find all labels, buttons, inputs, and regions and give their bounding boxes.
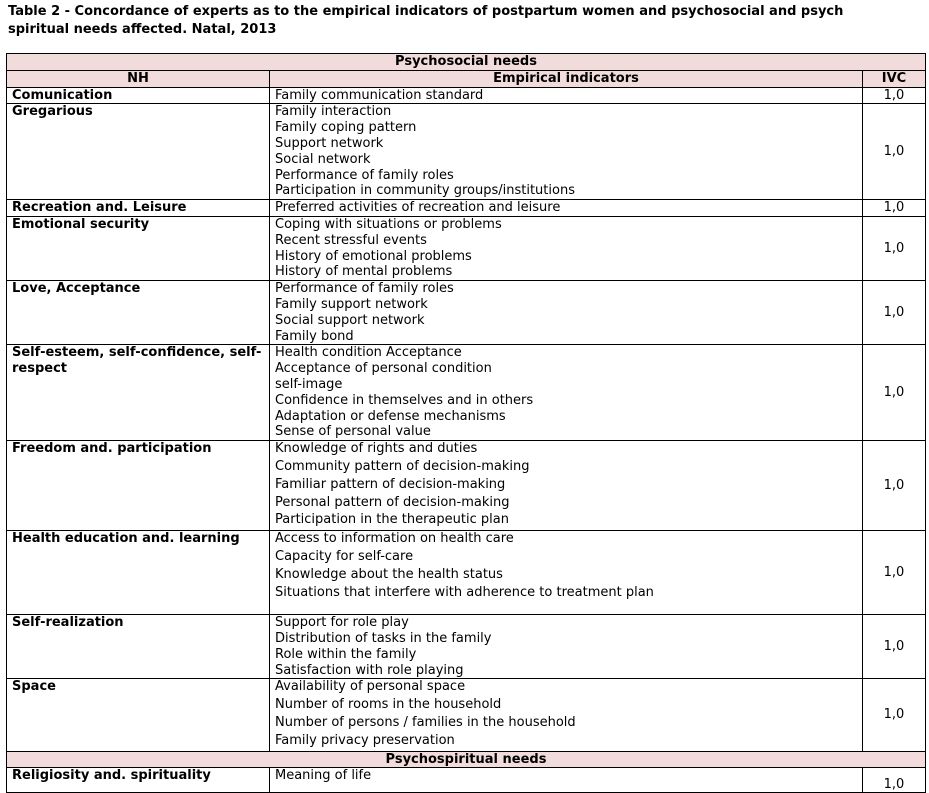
indicator-item: Participation in the therapeutic plan	[275, 512, 509, 528]
ivc-value: 1,0	[863, 281, 926, 345]
indicators-cell	[270, 345, 863, 441]
section-banner-psychospiritual	[7, 751, 926, 768]
indicators-cell	[270, 615, 863, 679]
section-title: Psychospiritual needs	[7, 751, 926, 768]
indicators-cell	[270, 87, 863, 104]
indicator-item: Recent stressful events	[275, 232, 427, 248]
need-name: Religiosity and. spirituality	[7, 768, 270, 793]
need-name: Emotional security	[7, 216, 270, 280]
needs-table	[6, 53, 926, 793]
need-name: Recreation and. Leisure	[7, 200, 270, 217]
indicator-item: Confidence in themselves and in others	[275, 392, 534, 408]
indicator-item: Availability of personal space	[275, 679, 466, 695]
indicator-item: Acceptance of personal condition	[275, 361, 492, 377]
indicators-cell	[270, 531, 863, 615]
need-name: Space	[7, 679, 270, 751]
indicator-item: Family support network	[275, 296, 428, 312]
ivc-value: 1,0	[863, 200, 926, 217]
table-row	[7, 345, 926, 441]
ivc-value: 1,0	[863, 615, 926, 679]
indicator-item: Situations that interfere with adherence to treatment plan	[275, 584, 654, 600]
indicator-item: Number of persons / families in the household	[275, 715, 576, 731]
indicator-item: Access to information on health care	[275, 531, 514, 547]
ivc-value: 1,0	[863, 87, 926, 104]
indicator-item: Sense of personal value	[275, 424, 431, 440]
indicator-item: Social support network	[275, 312, 425, 328]
indicator-item: History of emotional problems	[275, 248, 472, 264]
indicator-item: Family coping pattern	[275, 120, 417, 136]
indicators-cell	[270, 768, 863, 793]
indicator-item: Distribution of tasks in the family	[275, 631, 492, 647]
indicator-item: Community pattern of decision-making	[275, 458, 530, 474]
table-caption: Table 2 - Concordance of experts as to the empirical indicators of postpartum women and psychosocial and psych spiritual needs affected. Natal, 2013	[8, 4, 844, 37]
table-row	[7, 531, 926, 615]
indicator-item: Adaptation or defense mechanisms	[275, 408, 506, 424]
indicator-item: Family bond	[275, 328, 354, 344]
table-row	[7, 87, 926, 104]
need-name: Gregarious	[7, 104, 270, 200]
indicator-item: Health condition Acceptance	[275, 345, 462, 361]
indicator-item: Family privacy preservation	[275, 732, 455, 748]
ivc-value: 1,0	[863, 216, 926, 280]
table-row	[7, 200, 926, 217]
section-title: Psychosocial needs	[7, 54, 926, 71]
header-row	[7, 70, 926, 87]
ivc-value: 1,0	[863, 679, 926, 751]
table-row	[7, 216, 926, 280]
ivc-value: 1,0	[863, 531, 926, 615]
indicators-cell	[270, 441, 863, 531]
column-header-ivc: IVC	[863, 70, 926, 87]
indicator-item: Family interaction	[275, 104, 392, 120]
need-name: Self-esteem, self-confidence, self-respect	[7, 345, 270, 441]
table-row	[7, 281, 926, 345]
indicator-item: Social network	[275, 151, 371, 167]
ivc-value: 1,0	[863, 345, 926, 441]
column-header-nh: NH	[7, 70, 270, 87]
indicator-item: Familiar pattern of decision-making	[275, 476, 506, 492]
indicator-item: Preferred activities of recreation and leisure	[275, 200, 561, 216]
table-row	[7, 768, 926, 793]
indicator-item: Meaning of life	[275, 768, 372, 784]
need-name: Comunication	[7, 87, 270, 104]
table-row	[7, 441, 926, 531]
need-name: Love, Acceptance	[7, 281, 270, 345]
indicator-item: Capacity for self-care	[275, 548, 414, 564]
indicator-item: History of mental problems	[275, 264, 453, 280]
indicators-cell	[270, 216, 863, 280]
indicators-cell	[270, 281, 863, 345]
indicator-item: Family communication standard	[275, 87, 484, 103]
need-name: Freedom and. participation	[7, 441, 270, 531]
indicators-cell	[270, 200, 863, 217]
ivc-value: 1,0	[863, 441, 926, 531]
indicator-item: Support for role play	[275, 615, 409, 631]
indicator-item: Knowledge about the health status	[275, 566, 503, 582]
indicator-item: Personal pattern of decision-making	[275, 494, 510, 510]
indicator-item: Knowledge of rights and duties	[275, 441, 478, 457]
section-banner-psychosocial	[7, 54, 926, 71]
table-row	[7, 615, 926, 679]
indicator-item: Coping with situations or problems	[275, 216, 502, 232]
ivc-value: 1,0	[863, 768, 926, 793]
table-row	[7, 104, 926, 200]
ivc-value: 1,0	[863, 104, 926, 200]
indicators-cell	[270, 679, 863, 751]
indicator-item: Participation in community groups/institutions	[275, 183, 575, 199]
indicators-cell	[270, 104, 863, 200]
indicator-item: Performance of family roles	[275, 167, 454, 183]
need-name: Self-realization	[7, 615, 270, 679]
indicator-item: Role within the family	[275, 646, 417, 662]
table-row	[7, 679, 926, 751]
need-name: Health education and. learning	[7, 531, 270, 615]
indicator-item: Satisfaction with role playing	[275, 662, 464, 678]
indicator-item: self-image	[275, 376, 343, 392]
indicator-item: Support network	[275, 135, 384, 151]
indicator-item: Performance of family roles	[275, 281, 454, 297]
column-header-indicators: Empirical indicators	[270, 70, 863, 87]
indicator-item: Number of rooms in the household	[275, 697, 502, 713]
